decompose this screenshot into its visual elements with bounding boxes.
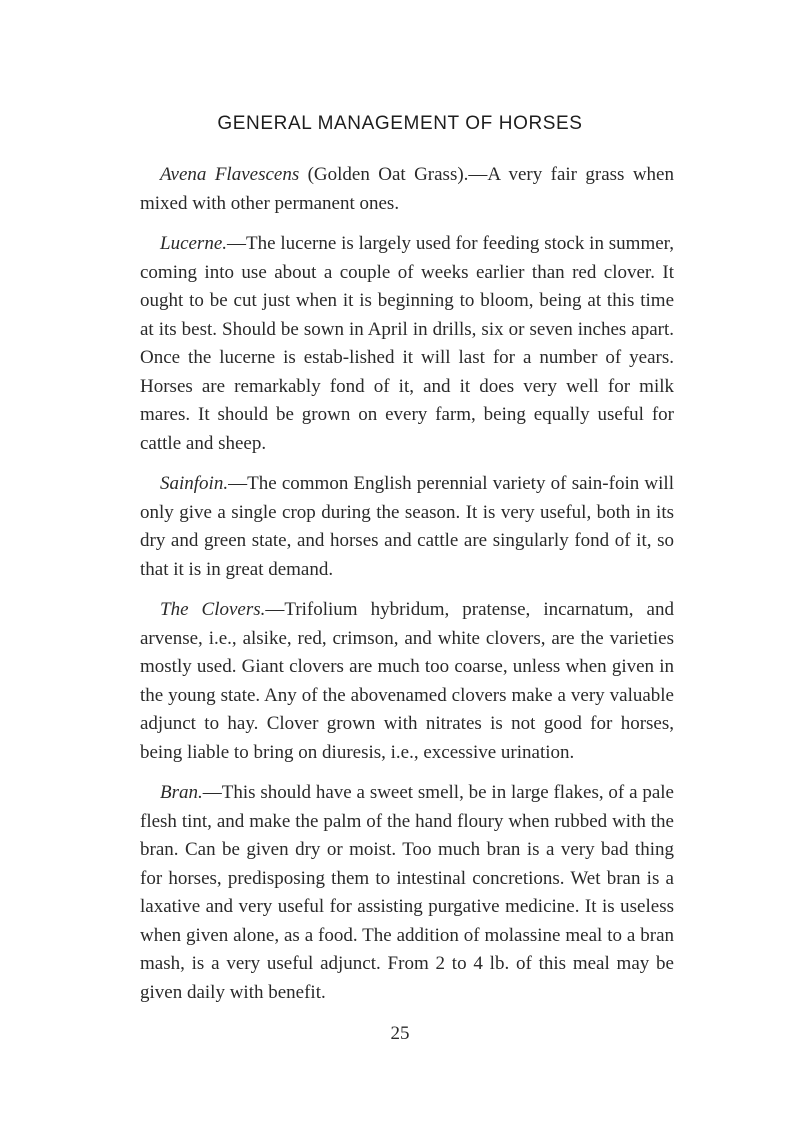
page-number: 25 bbox=[390, 1023, 410, 1044]
paragraph-text: —Trifolium hybridum, pratense, incarnatum, and arvense, i.e., alsike, red, crimson, and white clovers, are the varieties mostly used. Giant clovers are much too coarse, unless when given in the young state. Any of the abovenamed clovers make a very valuable adjunct to hay. Clover grown with nitrates is not good for horses, being liable to bring on diuresis, i.e., excessive urination. bbox=[140, 599, 674, 763]
paragraph-text: —This should have a sweet smell, be in large flakes, of a pale flesh tint, and make the palm of the hand floury when rubbed with the bran. Can be given dry or moist. Too much bran is a very bad thing for horses, predisposing them to intestinal concretions. Wet bran is a laxative and very useful for assisting purgative medicine. It is useless when given alone, as a food. The addition of molassine meal to a bran mash, is a very useful adjunct. From 2 to 4 lb. of this meal may be given daily with benefit. bbox=[140, 782, 674, 1003]
paragraph-text: —The lucerne is largely used for feeding stock in summer, coming into use about a couple of weeks earlier than red clover. It ought to be cut just when it is beginning to bloom, being at this time at its best. Should be sown in April in drills, six or seven inches apart. Once the lucerne is estab-lished it will last for a number of years. Horses are remarkably fond of it, and it does very well for milk mares. It should be grown on every farm, being equally useful for cattle and sheep. bbox=[140, 233, 674, 454]
running-head: GENERAL MANAGEMENT OF HORSES bbox=[217, 113, 583, 134]
paragraph-text: (Golden Oat Grass).—A very fair grass when mixed with other permanent ones. bbox=[140, 164, 674, 214]
paragraph-sainfoin bbox=[140, 470, 674, 584]
paragraph-bran bbox=[140, 779, 674, 1007]
paragraph-text: —The common English perennial variety of sain-foin will only give a single crop during the season. It is very useful, both in its dry and green state, and horses and cattle are singularly fond of it, so that it is in great demand. bbox=[140, 473, 674, 580]
paragraph-lucerne bbox=[140, 230, 674, 458]
paragraph-lead: Bran. bbox=[160, 782, 203, 803]
paragraph-the-clovers bbox=[140, 596, 674, 767]
paragraph-lead: Lucerne. bbox=[160, 233, 228, 254]
paragraph-lead: The Clovers. bbox=[160, 599, 266, 620]
paragraph-lead: Avena Flavescens bbox=[160, 164, 300, 185]
paragraph-lead: Sainfoin. bbox=[160, 473, 229, 494]
paragraph-avena-flavescens bbox=[140, 161, 674, 218]
body-text bbox=[140, 161, 674, 1007]
